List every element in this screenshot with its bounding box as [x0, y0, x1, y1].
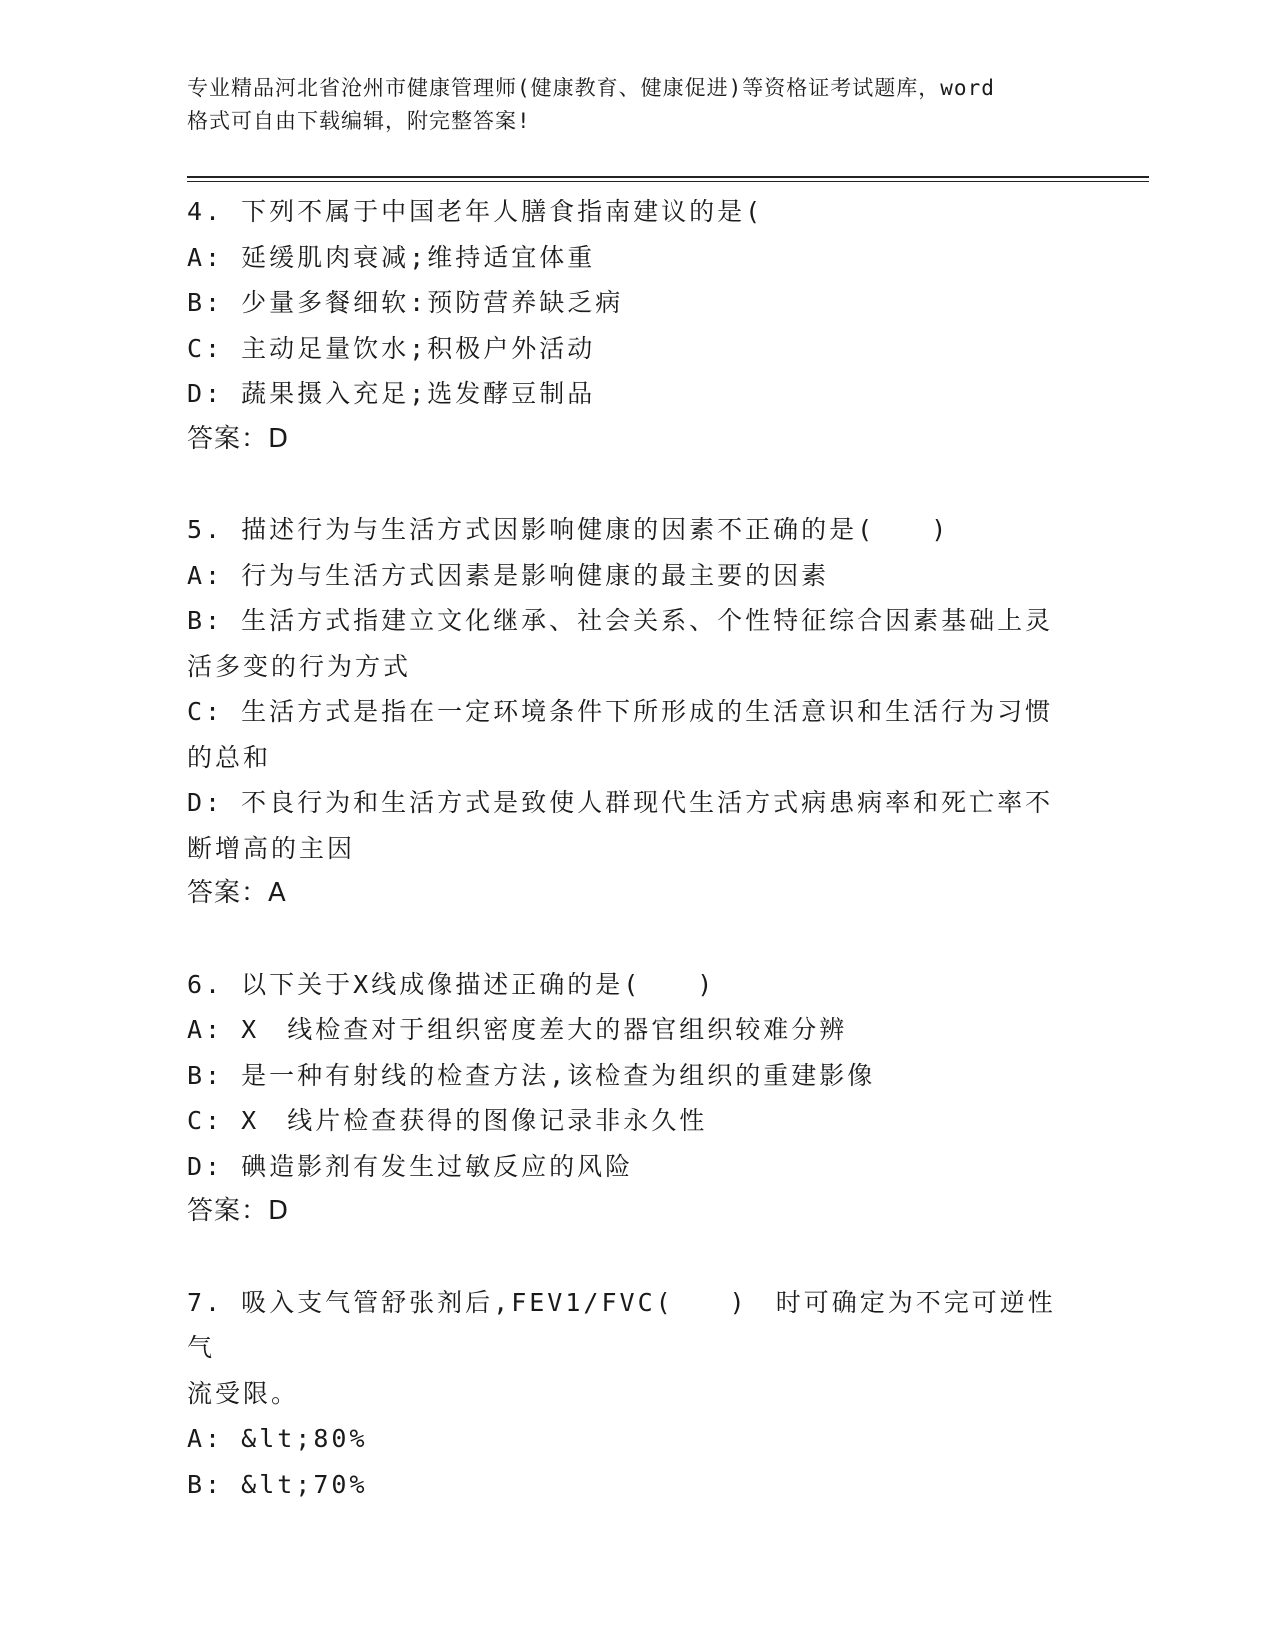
- question-stem: 7. 吸入支气管舒张剂后,FEV1/FVC( ) 时可确定为不完可逆性气: [187, 1287, 1056, 1362]
- answer-option: [187, 280, 1067, 326]
- header-divider-thin: [187, 181, 1149, 182]
- option-text: 的总和: [187, 742, 272, 772]
- answer-option: [187, 371, 1067, 417]
- option-text: A: &lt;80%: [187, 1424, 368, 1453]
- document-header: [187, 72, 1087, 138]
- answer-option: [187, 1144, 1067, 1190]
- header-divider: [187, 176, 1149, 178]
- option-text: B: 少量多餐细软:预防营养缺乏病: [187, 288, 624, 317]
- answer-key: 答案：A: [187, 878, 287, 908]
- answer-key: 答案：D: [187, 423, 290, 454]
- option-text: C: 生活方式是指在一定环境条件下所形成的生活意识和生活行为习惯: [187, 697, 1054, 726]
- option-text: B: 生活方式指建立文化继承、社会关系、个性特征综合因素基础上灵: [187, 606, 1054, 635]
- option-text: C: X 线片检查获得的图像记录非永久性: [187, 1106, 708, 1135]
- question-list: [187, 189, 1067, 1507]
- answer-option: [187, 1462, 1067, 1508]
- option-text: A: 延缓肌肉衰减;维持适宜体重: [187, 242, 596, 272]
- question-item: [187, 507, 1067, 917]
- option-text: D: 蔬果摄入充足;选发酵豆制品: [187, 379, 596, 408]
- answer-option: [187, 1007, 1067, 1053]
- header-line-2: 格式可自由下载编辑，附完整答案!: [187, 109, 531, 133]
- option-text: D: 碘造影剂有发生过敏反应的风险: [187, 1151, 634, 1181]
- option-text: 断增高的主因: [187, 833, 356, 863]
- answer-key: 答案：D: [187, 1196, 290, 1226]
- question-stem: 5. 描述行为与生活方式因影响健康的因素不正确的是( ): [187, 515, 950, 544]
- answer-option: [187, 553, 1067, 599]
- answer-option: [187, 235, 1067, 281]
- answer-option: [187, 1098, 1067, 1144]
- option-text: D: 不良行为和生活方式是致使人群现代生活方式病患病率和死亡率不: [187, 788, 1054, 817]
- answer-option: [187, 1053, 1067, 1099]
- option-text: B: &lt;70%: [187, 1469, 368, 1499]
- option-text: B: 是一种有射线的检查方法,该检查为组织的重建影像: [187, 1060, 876, 1090]
- answer-option: [187, 689, 1067, 780]
- header-line-1: 专业精品河北省沧州市健康管理师(健康教育、健康促进)等资格证考试题库，word: [187, 76, 995, 100]
- question-item: [187, 1280, 1067, 1508]
- question-stem: 4. 下列不属于中国老年人膳食指南建议的是(: [187, 197, 764, 226]
- question-stem: 流受限。: [187, 1378, 300, 1408]
- answer-option: [187, 1416, 1067, 1462]
- option-text: A: X 线检查对于组织密度差大的器官组织较难分辨: [187, 1015, 848, 1044]
- option-text: C: 主动足量饮水;积极户外活动: [187, 333, 596, 363]
- answer-option: [187, 598, 1067, 689]
- question-item: [187, 189, 1067, 462]
- question-item: [187, 962, 1067, 1235]
- answer-option: [187, 780, 1067, 871]
- option-text: A: 行为与生活方式因素是影响健康的最主要的因素: [187, 560, 830, 590]
- option-text: 活多变的行为方式: [187, 651, 412, 681]
- answer-option: [187, 326, 1067, 372]
- question-stem: 6. 以下关于X线成像描述正确的是( ): [187, 969, 716, 999]
